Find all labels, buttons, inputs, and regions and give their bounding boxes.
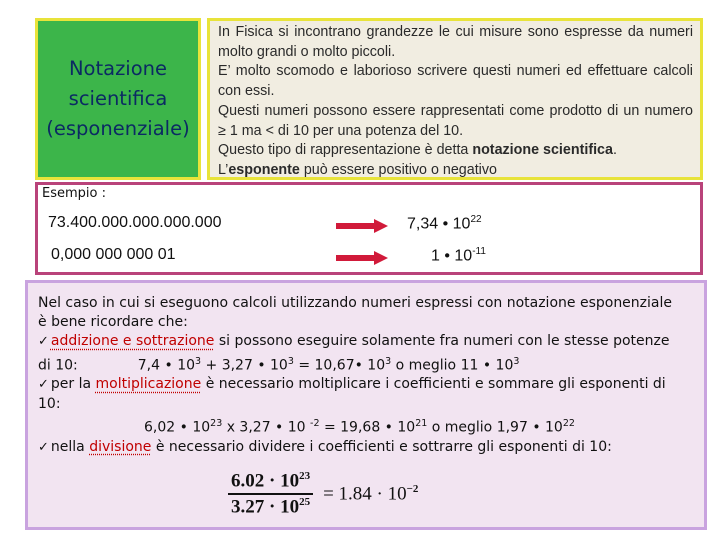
fraction-denominator — [228, 495, 313, 518]
intro-paragraph-3: Questi numeri possono essere rappresentati come prodotto di un numero ≥ 1 ma < di 10 per una potenza del 10. — [218, 102, 693, 139]
addition-example-lead: di 10: — [38, 357, 78, 374]
title-box — [35, 18, 201, 180]
addition-term-1-exp: 3 — [195, 355, 202, 367]
example-small-number: 0,000 000 000 01 — [51, 246, 176, 263]
example-label: Esempio : — [42, 186, 106, 201]
rule-division-text: è necessario dividere i coefficienti e sottrarre gli esponenti di 10: — [151, 438, 612, 455]
rule-multiplication-text: è necessario moltiplicare i coefficienti e sommare gli esponenti di — [201, 376, 666, 393]
arrow-right-icon — [336, 251, 388, 265]
mult-term-1: 6,02 • 10 — [144, 419, 211, 436]
example-small-mantissa: 1 • 10 — [431, 247, 473, 265]
intro-paragraph-4 — [218, 141, 693, 161]
denominator-base: 3.27 · 10 — [231, 496, 300, 518]
rules-intro-line-1: Nel caso in cui si eseguono calcoli utilizzando numeri espressi con notazione esponenziale — [38, 295, 672, 311]
intro-p4-pre: Questo tipo di rappresentazione è detta — [218, 142, 473, 159]
intro-p5-pre: L’ — [218, 161, 229, 178]
check-icon: ✓ — [38, 377, 49, 393]
rule-addition-keyword: addizione e sottrazione — [50, 333, 215, 350]
example-box — [35, 182, 703, 275]
rule-division — [38, 438, 696, 457]
fraction-numerator — [228, 470, 313, 495]
intro-paragraph-2: E’ molto scomodo e laborioso scrivere questi numeri ed effettuare calcoli con essi. — [218, 63, 693, 100]
mult-result-better-exp: 22 — [562, 417, 575, 429]
example-big-exponent: 22 — [470, 214, 482, 225]
mult-result-better: o meglio 1,97 • 10 — [427, 419, 563, 436]
division-formula — [228, 470, 418, 519]
division-result — [323, 483, 418, 505]
example-big-scientific — [407, 214, 482, 233]
numerator-exponent: 23 — [299, 470, 311, 482]
rule-division-pre: nella — [50, 438, 90, 455]
rule-multiplication-text-2: 10: — [38, 395, 61, 412]
addition-term-1: 7,4 • 10 — [137, 357, 196, 374]
rule-multiplication-pre: per la — [50, 376, 96, 393]
title-line-1: Notazione — [68, 57, 168, 80]
addition-result-better: o meglio 11 • 10 — [391, 357, 514, 374]
check-icon: ✓ — [38, 439, 49, 455]
title-line-2: scientifica — [68, 87, 168, 110]
rule-division-keyword: divisione — [89, 438, 152, 455]
title-line-3: (esponenziale) — [46, 117, 190, 140]
rule-addition — [38, 332, 696, 351]
check-icon: ✓ — [38, 334, 49, 350]
addition-term-2-exp: 3 — [287, 355, 294, 367]
example-small-scientific — [431, 246, 486, 265]
addition-result-better-exp: 3 — [513, 355, 520, 367]
intro-p5-bold: esponente — [228, 161, 300, 178]
addition-result: = 10,67• 10 — [293, 357, 386, 374]
numerator-base: 6.02 · 10 — [231, 470, 300, 492]
intro-paragraph-1: In Fisica si incontrano grandezze le cui misure sono espresse da numeri molto grandi o molto piccoli. — [218, 24, 693, 60]
example-small-exponent: -11 — [472, 246, 486, 257]
mult-term-2-exp: -2 — [310, 417, 320, 429]
mult-term-1-exp: 23 — [210, 417, 223, 429]
denominator-exponent: 25 — [299, 496, 311, 509]
mult-result-exp: 21 — [415, 417, 428, 429]
rule-addition-text: si possono eseguire solamente fra numeri con le stesse potenze — [214, 333, 670, 350]
intro-box — [207, 18, 703, 180]
division-fraction — [228, 470, 313, 519]
rules-intro-line-2: è bene ricordare che: — [38, 314, 188, 331]
intro-p4-bold: notazione scientifica — [472, 142, 613, 159]
division-result-base: = 1.84 · 10 — [323, 483, 407, 505]
intro-p4-post: . — [612, 142, 617, 159]
mult-term-2: x 3,27 • 10 — [222, 419, 311, 436]
intro-paragraph-5 — [218, 161, 693, 181]
example-big-number: 73.400.000.000.000.000 — [48, 214, 222, 231]
addition-result-exp: 3 — [385, 355, 392, 367]
addition-term-2: + 3,27 • 10 — [201, 357, 288, 374]
rule-addition-example — [38, 352, 696, 376]
division-result-exponent: −2 — [406, 483, 419, 496]
rule-multiplication-keyword: moltiplicazione — [95, 376, 202, 393]
mult-result: = 19,68 • 10 — [319, 419, 416, 436]
rule-multiplication — [38, 375, 696, 394]
arrow-right-icon — [336, 219, 388, 233]
example-big-mantissa: 7,34 • 10 — [407, 215, 471, 233]
intro-p5-post: può essere positivo o negativo — [299, 161, 497, 178]
slide-title — [46, 54, 189, 144]
rule-multiplication-example — [38, 414, 696, 438]
